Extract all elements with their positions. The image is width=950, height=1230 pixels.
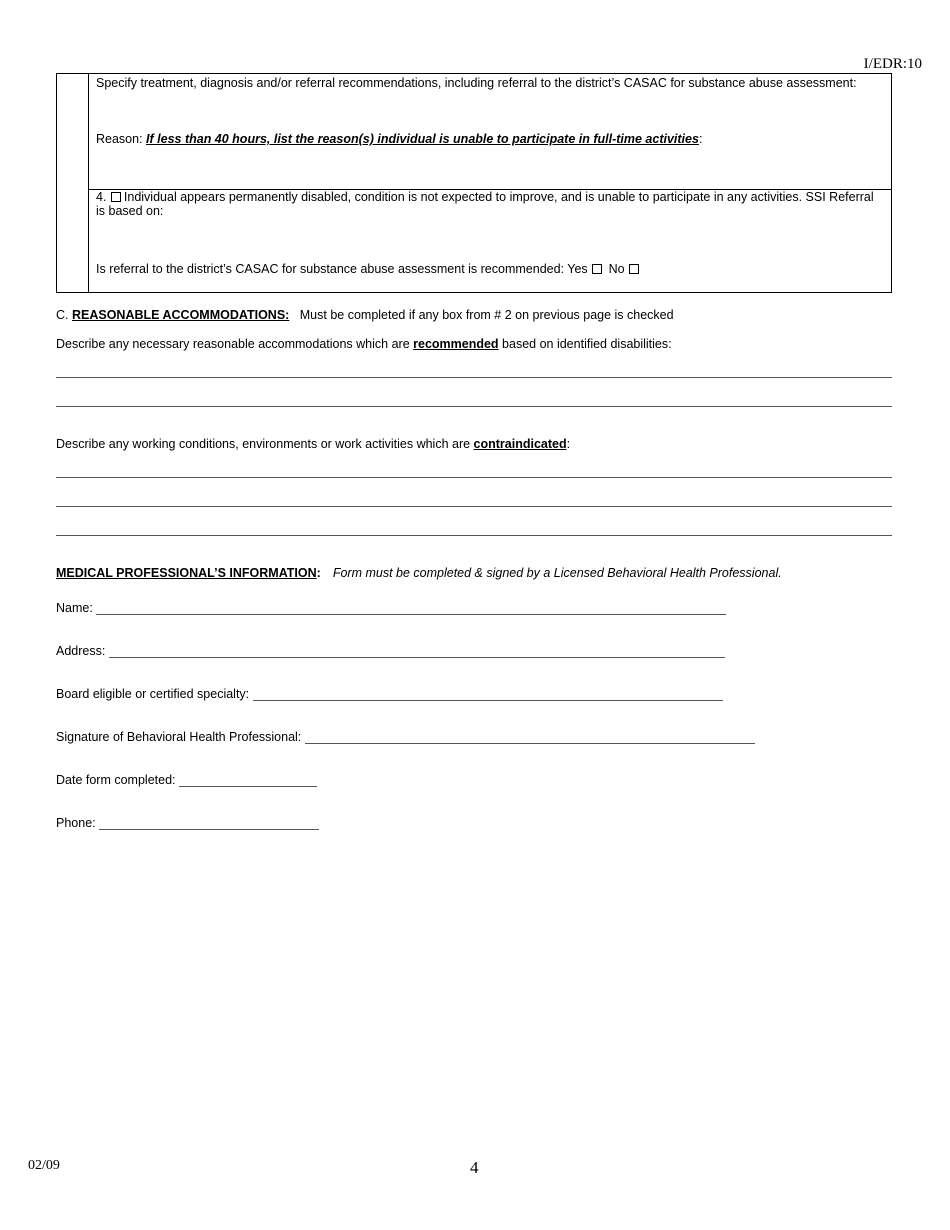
phone-input-line[interactable] (99, 817, 319, 830)
address-field (56, 644, 725, 658)
date-label: Date form completed: (56, 773, 179, 787)
medical-colon: : (316, 566, 321, 580)
signature-field (56, 730, 755, 744)
medical-note: Form must be completed & signed by a Licensed Behavioral Health Professional. (332, 566, 782, 580)
section-c-prefix: C. (56, 308, 72, 322)
contraindicated-prompt (56, 437, 570, 451)
page-number: 4 (470, 1158, 479, 1177)
contraindicated-answer-line-3[interactable] (56, 535, 892, 536)
recommended-prompt-end: based on identified disabilities: (498, 337, 672, 351)
form-code: I/EDR:10 (863, 56, 922, 72)
medical-title: MEDICAL PROFESSIONAL’S INFORMATION (56, 566, 317, 580)
reason-emphasis: If less than 40 hours, list the reason(s) individual is unable to participate in full-time activities (146, 132, 699, 146)
revision-date: 02/09 (28, 1158, 60, 1173)
recommended-answer-line-2[interactable] (56, 406, 892, 407)
signature-label: Signature of Behavioral Health Professional: (56, 730, 305, 744)
name-field (56, 601, 726, 615)
item-4-number: 4. (96, 190, 110, 204)
reason-suffix: : (698, 132, 703, 146)
board-field (56, 687, 723, 701)
phone-label: Phone: (56, 816, 100, 830)
casac-question-text: Is referral to the district’s CASAC for substance abuse assessment is recommended: Yes (96, 262, 592, 276)
reason-label: Reason: (96, 132, 147, 146)
recommendations-box (56, 73, 892, 293)
box-gutter-line (88, 74, 89, 292)
item-4 (96, 190, 883, 218)
contraindicated-word: contraindicated (473, 437, 567, 451)
casac-question (96, 262, 883, 276)
contraindicated-prompt-start: Describe any working conditions, environments or work activities which are (56, 437, 474, 451)
medical-heading (56, 566, 782, 580)
section-c-title: REASONABLE ACCOMMODATIONS: (71, 308, 290, 322)
reason-line (96, 132, 883, 146)
board-input-line[interactable] (253, 688, 723, 701)
date-input-line[interactable] (179, 774, 317, 787)
casac-no-checkbox[interactable] (629, 264, 639, 274)
section-c-heading (56, 308, 674, 322)
section-c-note: Must be completed if any box from # 2 on previous page is checked (289, 308, 674, 322)
casac-no-label: No (605, 262, 629, 276)
contraindicated-answer-line-1[interactable] (56, 477, 892, 478)
recommended-prompt (56, 337, 672, 351)
phone-field (56, 816, 319, 830)
signature-input-line[interactable] (305, 731, 755, 744)
item-4-text: Individual appears permanently disabled, condition is not expected to improve, and is unable to participate in any activities. SSI Referral is based on: (96, 190, 874, 218)
contraindicated-prompt-end: : (566, 437, 571, 451)
casac-yes-checkbox[interactable] (592, 264, 602, 274)
name-label: Name: (56, 601, 97, 615)
board-label: Board eligible or certified specialty: (56, 687, 253, 701)
contraindicated-answer-line-2[interactable] (56, 506, 892, 507)
recommended-answer-line-1[interactable] (56, 377, 892, 378)
date-field (56, 773, 317, 787)
recommended-word: recommended (413, 337, 499, 351)
specify-instructions: Specify treatment, diagnosis and/or referral recommendations, including referral to the district’s CASAC for substance abuse assessment: (96, 76, 857, 90)
address-input-line[interactable] (109, 645, 725, 658)
item-4-checkbox[interactable] (111, 192, 121, 202)
address-label: Address: (56, 644, 109, 658)
name-input-line[interactable] (96, 602, 726, 615)
recommended-prompt-start: Describe any necessary reasonable accommodations which are (56, 337, 414, 351)
